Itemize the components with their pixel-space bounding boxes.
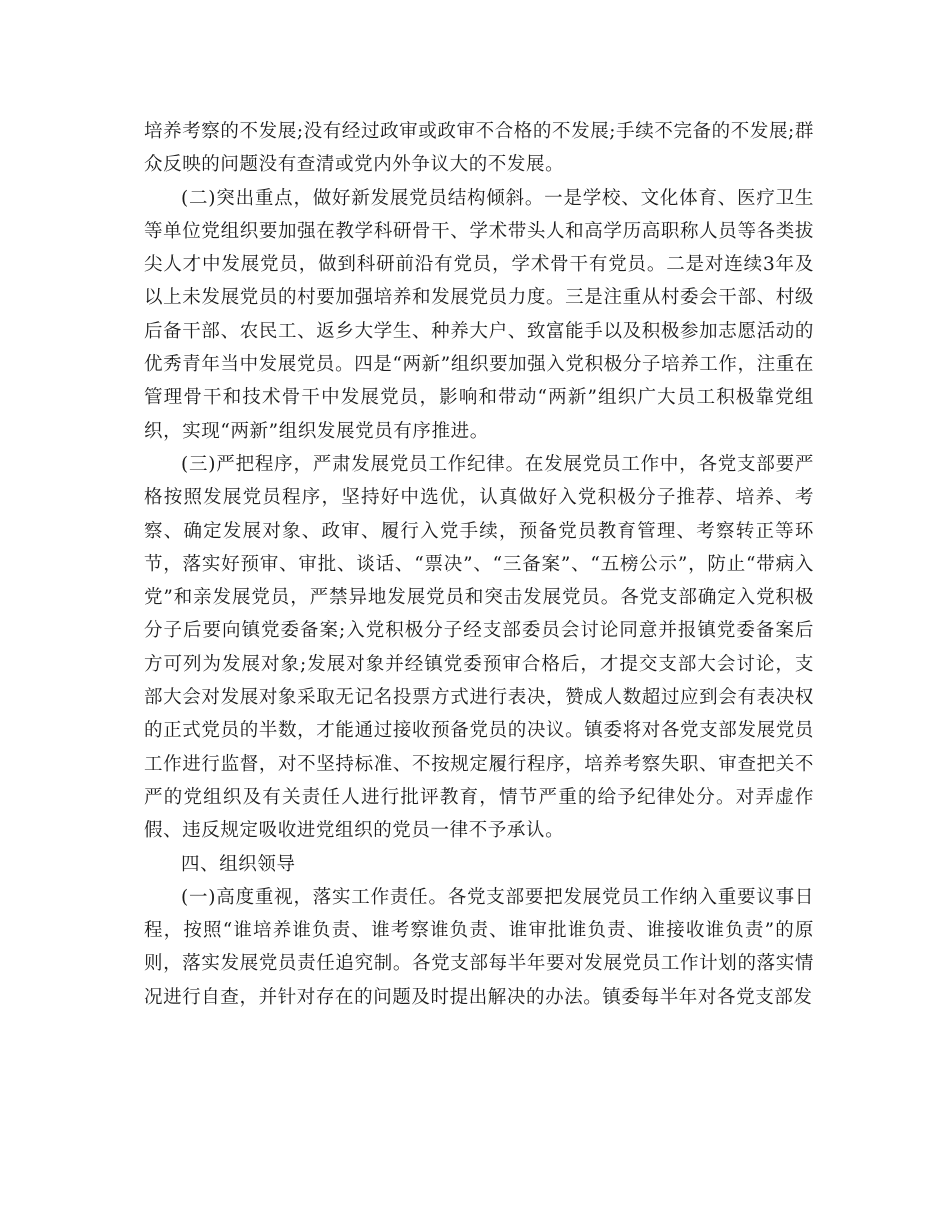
paragraph-section-2-3: (三)严把程序，严肃发展党员工作纪律。在发展党员工作中，各党支部要严格按照发展党员程序，坚持好中选优，认真做好入党积极分子推荐、培养、考察、确定发展对象、政审、履行入党手续，预备党员教育管理、考察转正等环节，落实好预审、审批、谈话、“票决”、“三备案”、“五榜公示”，防止“带病入党”和亲发展党员，严禁异地发展党员和突击发展党员。各党支部确定入党积极分子后要向镇党委备案;入党积极分子经支部委员会讨论同意并报镇党委备案后方可列为发展对象;发展对象并经镇党委预审合格后，才提交支部大会讨论，支部大会对发展对象采取无记名投票方式进行表决，赞成人数超过应到会有表决权的正式党员的半数，才能通过接收预备党员的决议。镇委将对各党支部发展党员工作进行监督，对不坚持标准、不按规定履行程序，培养考察失职、审查把关不严的党组织及有关责任人进行批评教育，情节严重的给予纪律处分。对弄虚作假、违反规定吸收进党组织的党员一律不予承认。 [144, 453, 814, 842]
paragraph-section-2-2: (二)突出重点，做好新发展党员结构倾斜。一是学校、文化体育、医疗卫生等单位党组织要加强在教学科研骨干、学术带头人和高学历高职称人员等各类拔尖人才中发展党员，做到科研前沿有党员，学术骨干有党员。二是对连续3年及以上未发展党员的村要加强培养和发展党员力度。三是注重从村委会干部、村级后备干部、农民工、返乡大学生、种养大户、致富能手以及积极参加志愿活动的优秀青年当中发展党员。四是“两新”组织要加强入党积极分子培养工作，注重在管理骨干和技术骨干中发展党员，影响和带动“两新”组织广大员工积极靠党组织，实现“两新”组织发展党员有序推进。 [144, 187, 814, 442]
section-heading-4: 四、组织领导 [181, 853, 296, 875]
paragraph-continuation: 培养考察的不发展;没有经过政审或政审不合格的不发展;手续不完备的不发展;群众反映的问题没有查清或党内外争议大的不发展。 [144, 121, 814, 176]
paragraph-section-4-1: (一)高度重视，落实工作责任。各党支部要把发展党员工作纳入重要议事日程，按照“谁培养谁负责、谁考察谁负责、谁审批谁负责、谁接收谁负责”的原则，落实发展党员责任追究制。各党支部每半年要对发展党员工作计划的落实情况进行自查，并针对存在的问题及时提出解决的办法。镇委每半年对各党支部发 [144, 886, 814, 1008]
document-body [144, 115, 814, 1014]
